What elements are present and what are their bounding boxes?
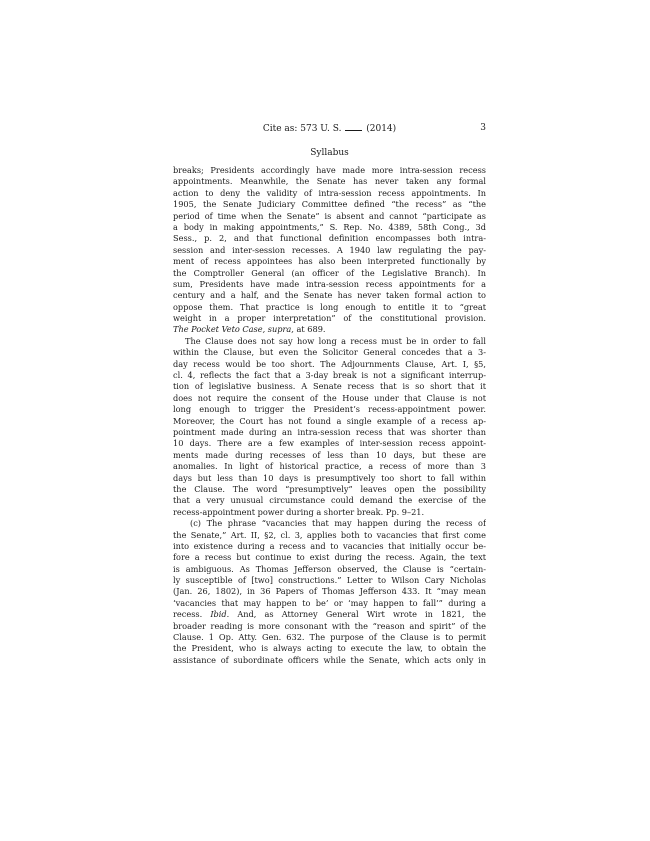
text-line: day recess would be too short. The Adjournments Clause, Art. I, §5,: [173, 358, 486, 369]
text-line: ment of recess appointees has also been interpreted functionally by: [173, 256, 486, 267]
text-line: (Jan. 26, 1802), in 36 Papers of Thomas Jefferson 433. It “may mean: [173, 586, 486, 597]
text-line: The Clause does not say how long a recess must be in order to fall: [185, 335, 486, 346]
text-line: that a very unusual circumstance could demand the exercise of the: [173, 495, 486, 506]
text-line: the Clause. The word “presumptively” leaves open the possibility: [173, 483, 486, 494]
text-line: days but less than 10 days is presumptively too short to fall within: [173, 472, 486, 483]
text-line: century and a half, and the Senate has never taken formal action to: [173, 290, 486, 301]
text-line: assistance of subordinate officers while the Senate, which acts only in: [173, 654, 486, 665]
text-line: sum, Presidents have made intra-session recess appointments for a: [173, 278, 486, 289]
text-line: 1905, the Senate Judiciary Committee defined “the recess” as “the: [173, 199, 486, 210]
text-line: does not require the consent of the House under that Clause is not: [173, 392, 486, 403]
text-line: fore a recess but continue to exist during the recess. Again, the text: [173, 552, 486, 563]
page-number: 3: [480, 123, 486, 133]
citation-line: [173, 122, 486, 135]
text-line: ly susceptible of [two] constructions.” Letter to Wilson Cary Nicholas: [173, 575, 486, 586]
text-line: cl. 4, reflects the fact that a 3-day break is not a significant interrup-: [173, 370, 486, 381]
text-line: ‘vacancies that may happen to be’ or ‘may happen to fall’” during a: [173, 597, 486, 608]
text-line: oppose them. That practice is long enough to entitle it to “great: [173, 301, 486, 312]
text-line: 10 days. There are a few examples of inter-session recess appoint-: [173, 438, 486, 449]
ibid-citation: Ibid.: [210, 609, 230, 620]
text-line: within the Clause, but even the Solicitor General concedes that a 3-: [173, 347, 486, 358]
citation-pinpoint: at 689.: [293, 324, 326, 335]
text-line: breaks; Presidents accordingly have made more intra-session recess: [173, 165, 486, 175]
text-line: recess. Ibid. And, as Attorney General Wirt wrote in 1821, the: [173, 609, 486, 620]
text-line: long enough to trigger the President’s recess-appointment power.: [173, 404, 486, 415]
text-line: tion of legislative business. A Senate recess that is so short that it: [173, 381, 486, 392]
text-line: the President, who is always acting to execute the law, to obtain the: [173, 643, 486, 654]
case-citation: The Pocket Veto Case, supra,: [173, 324, 294, 335]
text-line: session and inter-session recesses. A 1940 law regulating the pay-: [173, 244, 486, 255]
text-line: recess-appointment power during a shorter break. Pp. 9–21.: [173, 506, 425, 517]
text-line: (c) The phrase “vacancies that may happen during the recess of: [190, 518, 486, 529]
section-title: Syllabus: [310, 148, 349, 158]
text-line: pointment made during an intra-session recess that was shorter than: [173, 426, 486, 437]
text-line: into existence during a recess and to vacancies that initially occur be-: [173, 540, 486, 551]
text-line: period of time when the Senate” is absent and cannot “participate as: [173, 210, 486, 221]
text-line: [173, 324, 486, 335]
body-text: [173, 165, 486, 666]
cite-prefix: Cite as: 573 U. S.: [262, 124, 342, 134]
volume-page-blank: [345, 122, 362, 131]
text-line: weight in a proper interpretation” of the constitutional provision.: [173, 313, 486, 324]
text-line: ments made during recesses of less than 10 days, but these are: [173, 449, 486, 460]
text-line: Moreover, the Court has not found a single example of a recess ap-: [173, 415, 486, 426]
cite-suffix: (2014): [366, 124, 397, 134]
text-line: anomalies. In light of historical practice, a recess of more than 3: [173, 461, 486, 472]
text-line: a body in making appointments,” S. Rep. No. 4389, 58th Cong., 3d: [173, 221, 486, 232]
text-line: is ambiguous. As Thomas Jefferson observed, the Clause is “certain-: [173, 563, 486, 574]
text-line: Sess., p. 2, and that functional definition encompasses both intra-: [173, 233, 486, 244]
text-line: appointments. Meanwhile, the Senate has never taken any formal: [173, 176, 486, 187]
running-header: [173, 122, 486, 134]
text-line: the Comptroller General (an officer of the Legislative Branch). In: [173, 267, 486, 278]
text-line: Clause. 1 Op. Atty. Gen. 632. The purpose of the Clause is to permit: [173, 632, 486, 643]
text-line: broader reading is more consonant with the “reason and spirit” of the: [173, 620, 486, 631]
text-line: the Senate,” Art. II, §2, cl. 3, applies both to vacancies that first come: [173, 529, 486, 540]
text-line: action to deny the validity of intra-session recess appointments. In: [173, 187, 486, 198]
